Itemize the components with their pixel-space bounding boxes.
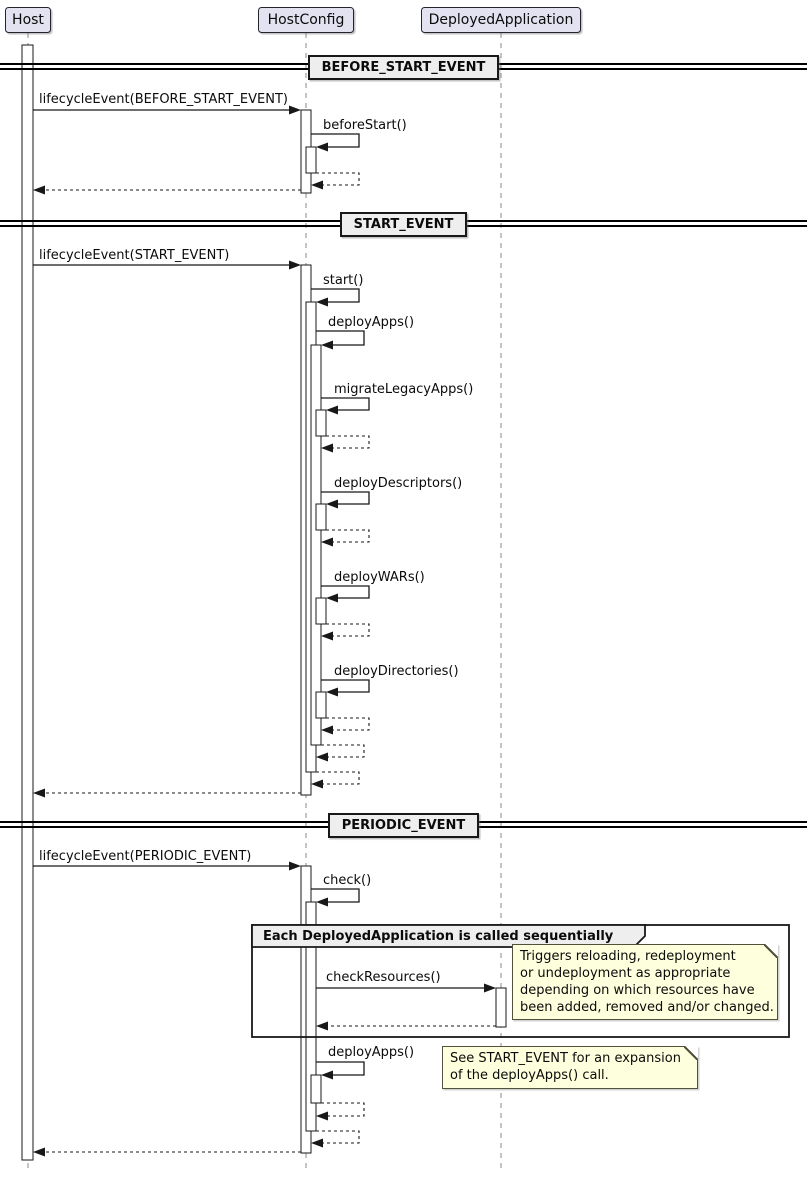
note-line: depending on which resources have <box>520 983 755 998</box>
participant-deployedapplication <box>421 7 581 33</box>
participant-hostconfig-label: HostConfig <box>267 12 345 28</box>
message-label-deploy-apps: deployApps() <box>328 315 415 330</box>
group-title: Each DeployedApplication is called sequentially <box>263 929 614 944</box>
activation-deploy-apps-periodic <box>311 1075 321 1103</box>
message-label-deploy-directories: deployDirectories() <box>334 664 459 679</box>
return-deploy-directories <box>321 718 369 735</box>
arrow-migrate-legacy-apps <box>321 398 369 415</box>
arrow-deploy-apps-periodic <box>316 1062 364 1080</box>
return-check-resources <box>316 1022 496 1031</box>
return-deploy-wars <box>321 624 369 641</box>
divider-start-event-label: START_EVENT <box>340 212 468 237</box>
activation-deploy-wars <box>316 598 326 624</box>
arrow-deploy-wars <box>321 586 369 603</box>
activation-before-start <box>306 147 316 173</box>
note-deploy-apps <box>442 1046 698 1089</box>
arrow-start <box>311 289 359 307</box>
activation-deploy-apps <box>311 345 321 745</box>
message-label-migrate-legacy-apps: migrateLegacyApps() <box>334 382 474 397</box>
return-migrate-legacy-apps <box>321 436 369 453</box>
participant-hostconfig <box>258 7 354 33</box>
message-label-deploy-descriptors: deployDescriptors() <box>334 476 463 491</box>
return-deploy-apps-periodic <box>316 1103 364 1121</box>
activation-check-resources <box>496 988 506 1027</box>
message-label-lifecycle-start: lifecycleEvent(START_EVENT) <box>39 248 230 263</box>
arrow-before-start <box>311 134 359 152</box>
return-before-start <box>311 173 359 190</box>
participant-host <box>5 7 51 33</box>
arrow-deploy-descriptors <box>321 492 369 509</box>
lifelines <box>28 33 501 1172</box>
note-line: See START_EVENT for an expansion <box>450 1051 681 1066</box>
divider-before-start-event <box>0 55 807 80</box>
message-label-before-start: beforeStart() <box>323 118 407 133</box>
note-line: or undeployment as appropriate <box>520 966 731 981</box>
return-deploy-apps <box>316 745 364 762</box>
return-deploy-descriptors <box>321 530 369 547</box>
divider-before-start-event-label: BEFORE_START_EVENT <box>308 55 500 80</box>
return-check <box>311 1131 359 1148</box>
note-check-resources <box>512 944 778 1020</box>
return-lifecycle-periodic <box>33 1148 301 1157</box>
message-label-lifecycle-before-start: lifecycleEvent(BEFORE_START_EVENT) <box>39 92 288 107</box>
note-fold-icon <box>684 1046 698 1060</box>
arrow-deploy-directories <box>321 680 369 697</box>
message-label-start: start() <box>323 273 364 288</box>
note-line: of the deployApps() call. <box>450 1068 609 1083</box>
note-line: been added, removed and/or changed. <box>520 1000 774 1015</box>
message-label-deploy-apps-periodic: deployApps() <box>328 1045 415 1060</box>
activation-migrate-legacy-apps <box>316 410 326 436</box>
arrow-check <box>311 889 359 907</box>
divider-lines <box>0 64 807 827</box>
message-label-check-resources: checkResources() <box>326 970 441 985</box>
arrow-deploy-apps <box>316 331 364 350</box>
return-lifecycle-start <box>33 789 301 798</box>
activation-deploy-directories <box>316 692 326 718</box>
message-label-lifecycle-periodic: lifecycleEvent(PERIODIC_EVENT) <box>39 849 252 864</box>
divider-periodic-event <box>0 813 807 838</box>
message-label-check: check() <box>323 873 372 888</box>
note-line: Triggers reloading, redeployment <box>520 949 736 964</box>
activation-deploy-descriptors <box>316 504 326 530</box>
return-start <box>311 772 359 789</box>
message-label-deploy-wars: deployWARs() <box>334 570 425 585</box>
participant-deployedapplication-label: DeployedApplication <box>428 12 574 28</box>
participant-host-label: Host <box>12 12 44 28</box>
divider-start-event <box>0 212 807 237</box>
return-lifecycle-before-start <box>33 186 301 195</box>
divider-periodic-event-label: PERIODIC_EVENT <box>328 813 480 838</box>
note-fold-icon <box>764 944 778 958</box>
